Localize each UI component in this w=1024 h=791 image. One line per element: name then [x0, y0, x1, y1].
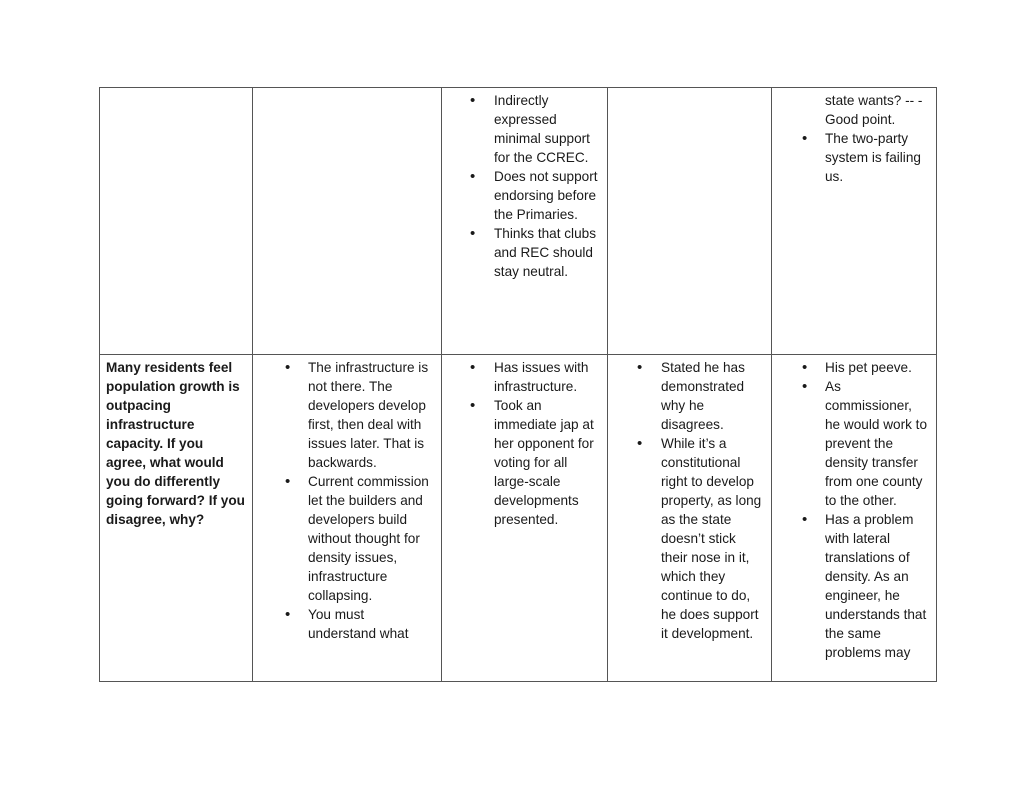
list-item: • Took an immediate jap at her opponent for voting for all large-scale developments presented.: [448, 396, 601, 529]
list-item: • Has issues with infrastructure.: [448, 358, 601, 396]
table-row: [100, 88, 937, 355]
list-item: • Indirectly expressed minimal support for the CCREC.: [448, 91, 601, 167]
notes-list: [614, 358, 765, 643]
notes-list: [448, 91, 601, 281]
list-item: • You must understand what: [259, 605, 435, 643]
notes-list: [259, 358, 435, 643]
list-item: • As commissioner, he would work to prevent the density transfer from one county to the other.: [778, 377, 930, 510]
continued-text: state wants? -- - Good point.: [825, 93, 923, 127]
list-item: • Has a problem with lateral translations of density. As an engineer, he understands that the same problems may: [778, 510, 930, 662]
list-item: • Thinks that clubs and REC should stay neutral.: [448, 224, 601, 281]
notes-cell: [253, 88, 442, 355]
notes-list: [778, 358, 930, 662]
notes-list: [778, 129, 930, 186]
list-item: • His pet peeve.: [778, 358, 930, 377]
question-text: Many residents feel population growth is outpacing infrastructure capacity. If you agree, what would you do differently going forward? If you disagree, why?: [106, 360, 245, 527]
notes-cell: [608, 355, 772, 682]
notes-cell: [253, 355, 442, 682]
list-item: • Stated he has demonstrated why he disagrees.: [614, 358, 765, 434]
notes-cell: [442, 355, 608, 682]
notes-cell: [608, 88, 772, 355]
question-cell: [100, 355, 253, 682]
table-row: [100, 355, 937, 682]
question-cell: [100, 88, 253, 355]
list-item: • While it’s a constitutional right to develop property, as long as the state doesn’t stick their nose in it, which they continue to do, he does support it development.: [614, 434, 765, 643]
list-item: • Current commission let the builders and developers build without thought for density issues, infrastructure collapsing.: [259, 472, 435, 605]
notes-cell: [772, 355, 937, 682]
list-item: • The infrastructure is not there. The developers develop first, then deal with issues later. That is backwards.: [259, 358, 435, 472]
candidate-notes-table: [99, 87, 937, 682]
list-item: • The two-party system is failing us.: [778, 129, 930, 186]
notes-cell: [772, 88, 937, 355]
notes-list: [448, 358, 601, 529]
list-item: • Does not support endorsing before the Primaries.: [448, 167, 601, 224]
notes-cell: [442, 88, 608, 355]
